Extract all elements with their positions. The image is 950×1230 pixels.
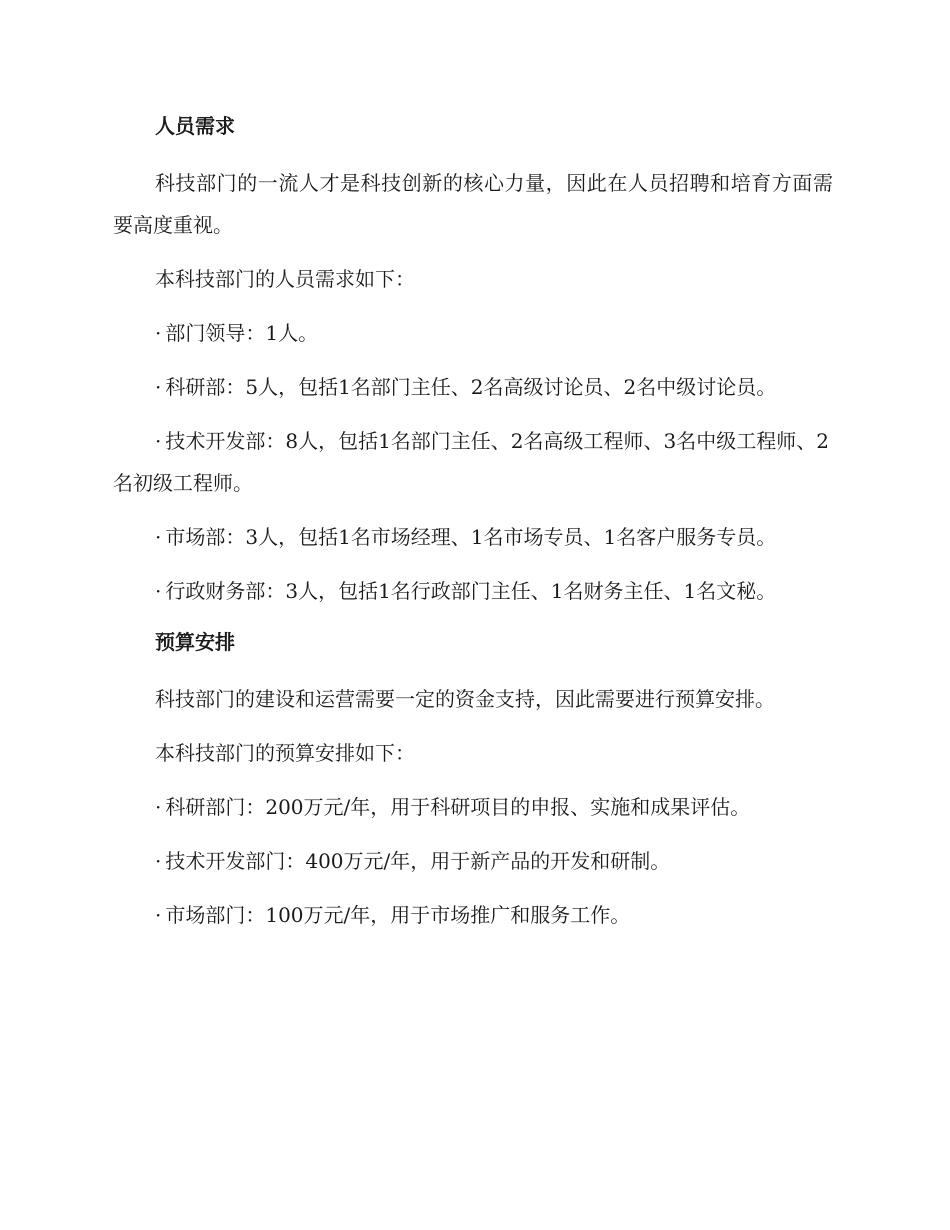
list-item (113, 786, 833, 828)
list-item-text: 市场部：3人，包括1名市场经理、1名市场专员、1名客户服务专员。 (165, 525, 777, 549)
budget-lead: 本科技部门的预算安排如下： (155, 741, 415, 765)
section-heading-budget: 预算安排 (155, 630, 235, 654)
list-item (113, 840, 833, 882)
list-item-text: 技术开发部：8人，包括1名部门主任、2名高级工程师、3名中级工程师、2名初级工程师。 (113, 429, 829, 495)
list-item-text: 部门领导：1人。 (165, 321, 319, 345)
bullet-icon: · (155, 525, 162, 549)
personnel-lead: 本科技部门的人员需求如下： (155, 267, 415, 291)
list-item-text: 市场部门：100万元/年，用于市场推广和服务工作。 (165, 903, 631, 927)
list-item-text: 技术开发部门：400万元/年，用于新产品的开发和研制。 (165, 849, 671, 873)
list-item (113, 366, 833, 408)
list-item (113, 570, 833, 612)
list-item (113, 894, 833, 936)
list-item (113, 516, 833, 558)
section-heading-personnel: 人员需求 (155, 114, 235, 138)
budget-intro: 科技部门的建设和运营需要一定的资金支持，因此需要进行预算安排。 (155, 687, 775, 711)
bullet-icon: · (155, 795, 162, 819)
personnel-intro: 科技部门的一流人才是科技创新的核心力量，因此在人员招聘和培育方面需要高度重视。 (113, 171, 833, 237)
bullet-icon: · (155, 849, 162, 873)
list-item-text: 科研部：5人，包括1名部门主任、2名高级讨论员、2名中级讨论员。 (165, 375, 777, 399)
list-item-text: 科研部门：200万元/年，用于科研项目的申报、实施和成果评估。 (165, 795, 751, 819)
list-item (113, 420, 833, 504)
document-page (113, 108, 833, 948)
list-item (113, 312, 833, 354)
bullet-icon: · (155, 903, 162, 927)
bullet-icon: · (155, 321, 162, 345)
bullet-icon: · (155, 375, 162, 399)
list-item-text: 行政财务部：3人，包括1名行政部门主任、1名财务主任、1名文秘。 (165, 579, 777, 603)
bullet-icon: · (155, 429, 162, 453)
bullet-icon: · (155, 579, 162, 603)
